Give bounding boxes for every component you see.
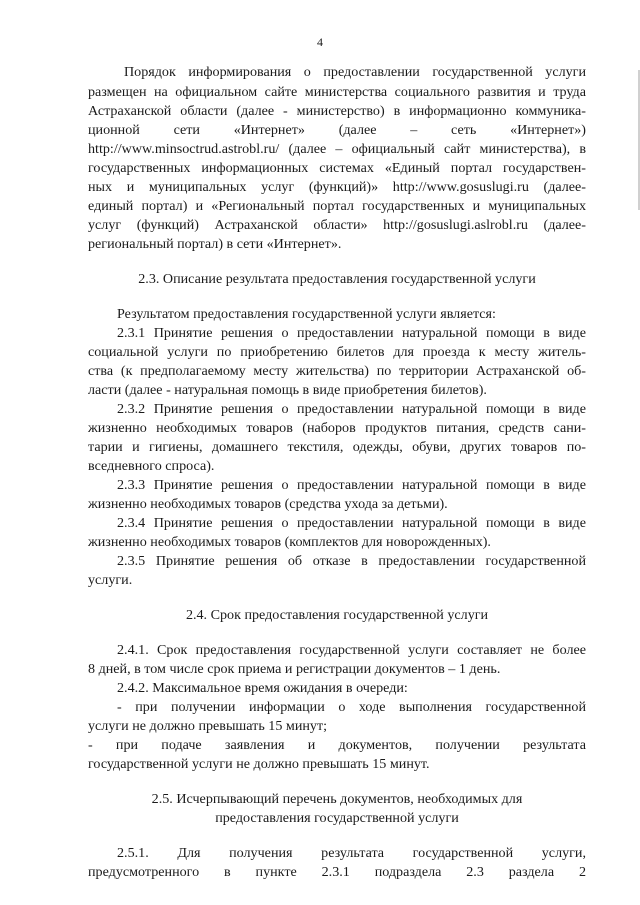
paragraph-line: 2.3.3 Принятие решения о предоставлении натуральной помощи в виде (117, 477, 586, 493)
paragraph-line: Результатом предоставления государственной услуги является: (117, 306, 496, 322)
paragraph-line: жизненно необходимых товаров (комплектов для новорожденных). (88, 534, 491, 550)
paragraph-line: региональный портал) в сети «Интернет». (88, 236, 342, 252)
paragraph-line: услуги не должно превышать 15 минут; (88, 718, 328, 734)
paragraph-line: услуг (функций) Астраханской области» http://gosuslugi.aslrobl.ru (далее- (88, 217, 586, 233)
paragraph-line: 2.3.2 Принятие решения о предоставлении натуральной помощи в виде (117, 401, 586, 417)
paragraph-line: единый портал) и «Региональный портал государственных и муниципальных (88, 198, 586, 214)
paragraph-line: 2.3.5 Принятие решения об отказе в предоставлении государственной (117, 553, 586, 569)
paragraph-line: социальной услуги по приобретению билетов для проезда к месту житель- (88, 344, 586, 360)
paragraph-line: 2.3.4 Принятие решения о предоставлении натуральной помощи в виде (117, 515, 586, 531)
paragraph-line: государственных информационных системах «Единый портал государствен- (88, 160, 586, 176)
paragraph-line: - при получении информации о ходе выполнения государственной (117, 699, 586, 715)
paragraph-line: предусмотренного в пункте 2.3.1 подраздела 2.3 раздела 2 (88, 864, 586, 880)
section-heading: 2.5. Исчерпывающий перечень документов, необходимых для (151, 791, 523, 807)
paragraph-line: жизненно необходимых товаров (средства ухода за детьми). (88, 496, 448, 512)
paragraph-line: размещен на официальном сайте министерства социального развития и труда (88, 84, 586, 100)
section-heading: 2.4. Срок предоставления государственной услуги (185, 607, 489, 623)
paragraph-line: ных и муниципальных услуг (функций)» http://www.gosuslugi.ru (далее- (88, 179, 586, 195)
paragraph-line: 2.3.1 Принятие решения о предоставлении натуральной помощи в виде (117, 325, 586, 341)
paragraph-line: ласти (далее - натуральная помощь в виде приобретения билетов). (88, 382, 487, 398)
paragraph-line: вседневного спроса). (88, 458, 215, 474)
paragraph-line: тарии и гигиены, домашнего текстиля, одежды, обуви, других товаров по- (88, 439, 586, 455)
paragraph-line: ционной сети «Интернет» (далее – сеть «Интернет») (88, 122, 586, 138)
paragraph-line: 2.5.1. Для получения результата государственной услуги, (117, 845, 586, 861)
paragraph-line: услуги. (88, 572, 133, 588)
paragraph-line: 8 дней, в том числе срок приема и регистрации документов – 1 день. (88, 661, 501, 677)
paragraph-line: 2.4.1. Срок предоставления государственной услуги составляет не более (117, 642, 586, 658)
paragraph-line: 2.4.2. Максимальное время ожидания в очереди: (117, 680, 408, 696)
section-heading: 2.3. Описание результата предоставления государственной услуги (138, 271, 536, 287)
paragraph-line: государственной услуги не должно превышать 15 минут. (88, 756, 430, 772)
paragraph-line: ства (к предполагаемому месту жительства) по территории Астраханской об- (88, 363, 586, 379)
paragraph-line: Астраханской области (далее - министерство) в информационно коммуника- (88, 103, 586, 119)
paragraph-line: - при подаче заявления и документов, получении результата (88, 737, 586, 753)
paragraph-line: Порядок информирования о предоставлении государственной услуги (124, 64, 586, 80)
paragraph-line: жизненно необходимых товаров (наборов продуктов питания, средств сани- (88, 420, 586, 436)
paragraph-line: http://www.minsoctrud.astrobl.ru/ (далее – официальный сайт министерства), в (88, 141, 586, 157)
page-number: 4 (317, 35, 323, 49)
section-heading: предоставления государственной услуги (215, 810, 459, 826)
